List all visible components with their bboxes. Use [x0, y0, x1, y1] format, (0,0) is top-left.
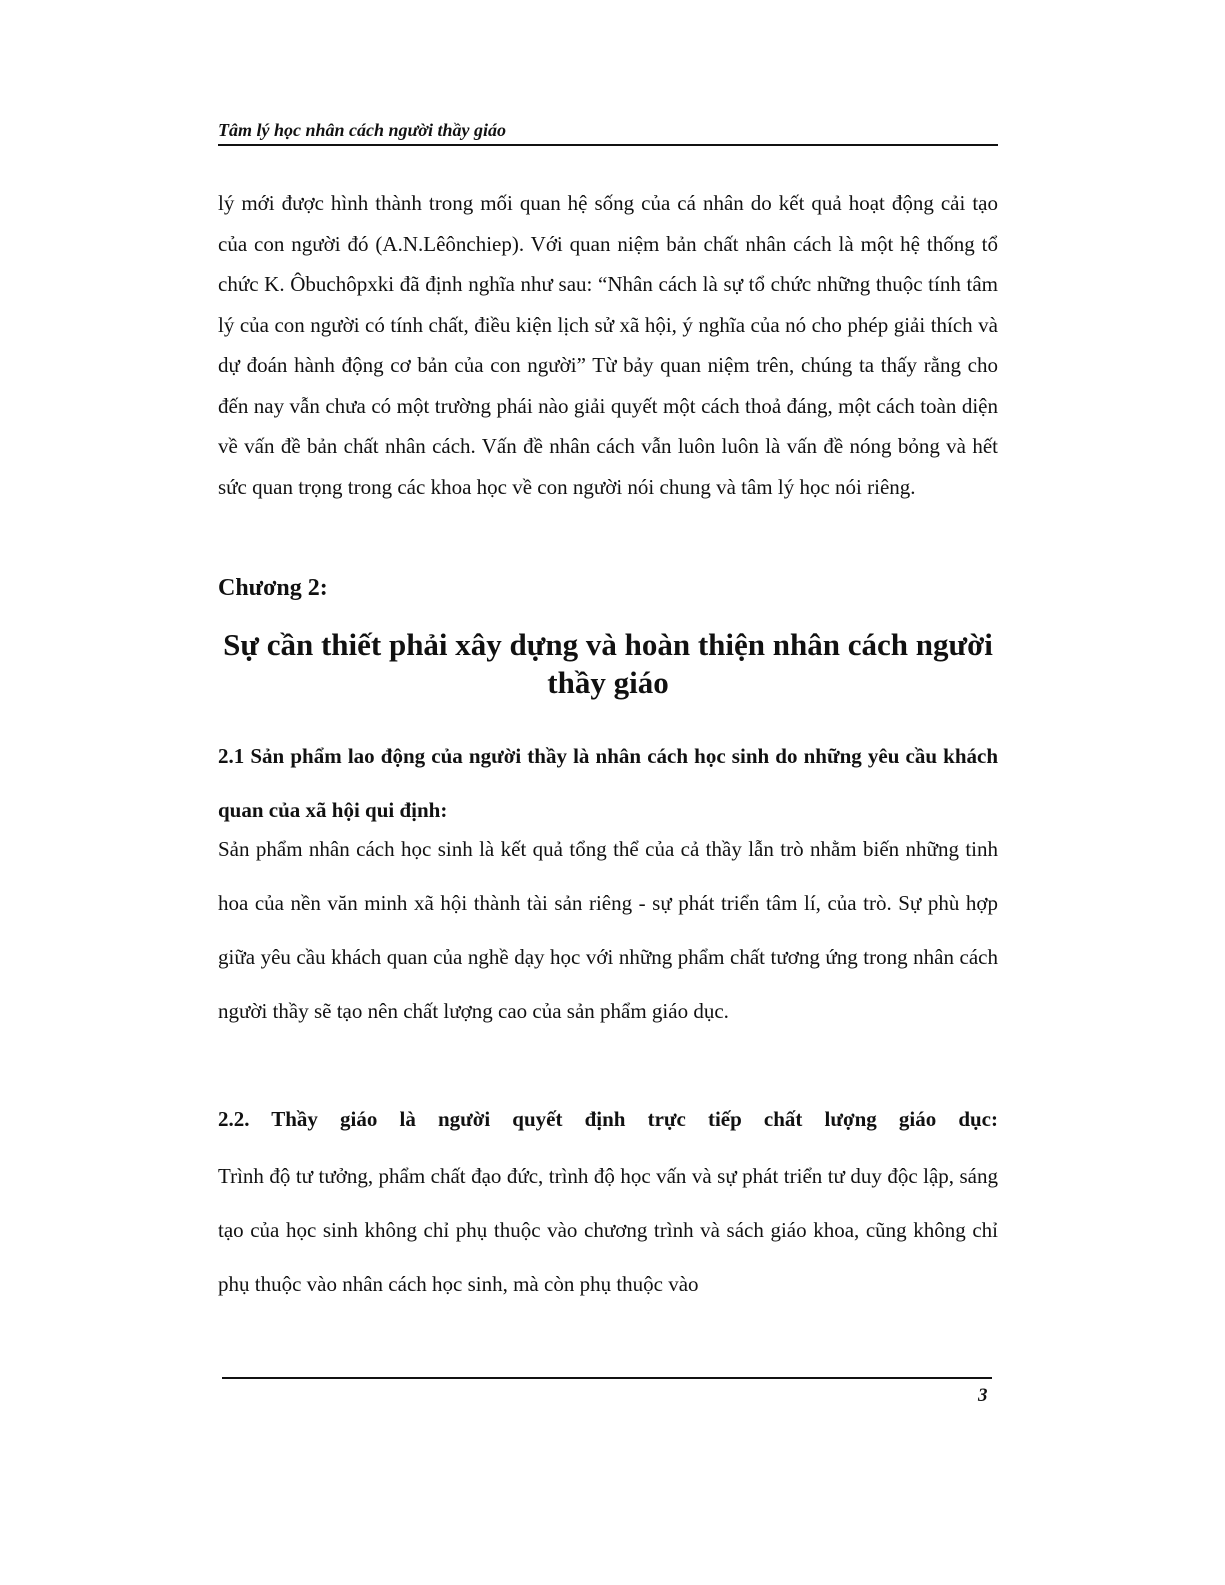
section-heading-2-2: 2.2. Thầy giáo là người quyết định trực tiếp chất lượng giáo dục:	[218, 1107, 998, 1131]
running-header: Tâm lý học nhân cách người thầy giáo	[218, 118, 998, 146]
footer-rule	[222, 1377, 992, 1379]
body-paragraph-3: Trình độ tư tưởng, phẩm chất đạo đức, trình độ học vấn và sự phát triển tư duy độc lập, sáng tạo của học sinh không chỉ phụ thuộc vào chương trình và sách giáo khoa, cũng không chỉ phụ thuộc vào nhân cách học sinh, mà còn phụ thuộc vào	[218, 1164, 998, 1296]
page-number: 3	[978, 1385, 988, 1406]
chapter-label: Chương 2:	[218, 575, 328, 601]
section-heading-2-1: 2.1 Sản phẩm lao động của người thầy là nhân cách học sinh do những yêu cầu khách quan của xã hội qui định:	[218, 744, 998, 822]
body-paragraph-1: lý mới được hình thành trong mối quan hệ sống của cá nhân do kết quả hoạt động cải tạo của con người đó (A.N.Lêônchiep). Với quan niệm bản chất nhân cách là một hệ thống tổ chức K. Ôbuchôpxki đã định nghĩa như sau: “Nhân cách là sự tổ chức những thuộc tính tâm lý của con người có tính chất, điều kiện lịch sử xã hội, ý nghĩa của nó cho phép giải thích và dự đoán hành động cơ bản của con người” Từ bảy quan niệm trên, chúng ta thấy rằng cho đến nay vẫn chưa có một trường phái nào giải quyết một cách thoả đáng, một cách toàn diện về vấn đề bản chất nhân cách. Vấn đề nhân cách vẫn luôn luôn là vấn đề nóng bỏng và hết sức quan trọng trong các khoa học về con người nói chung và tâm lý học nói riêng.	[218, 191, 998, 499]
chapter-title: Sự cần thiết phải xây dựng và hoàn thiện nhân cách người thầy giáo	[223, 627, 993, 700]
body-paragraph-2: Sản phẩm nhân cách học sinh là kết quả tổng thể của cả thầy lẫn trò nhằm biến những tinh hoa của nền văn minh xã hội thành tài sản riêng - sự phát triển tâm lí, của trò. Sự phù hợp giữa yêu cầu khách quan của nghề dạy học với những phẩm chất tương ứng trong nhân cách người thầy sẽ tạo nên chất lượng cao của sản phẩm giáo dục.	[218, 837, 998, 1023]
